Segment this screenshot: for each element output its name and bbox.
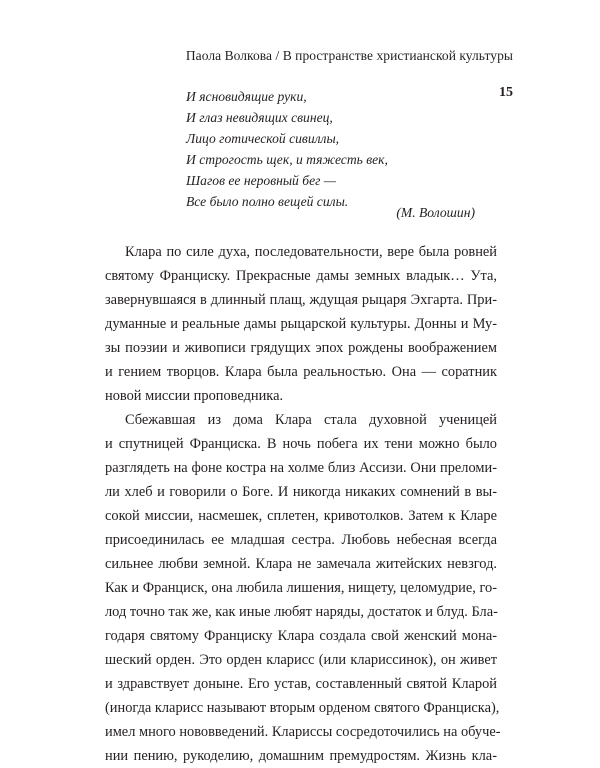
body-line: шеский орден. Это орден кларисс (или клариссинок), он живет — [105, 652, 497, 668]
body-line: нии пению, рукоделию, домашним премудростям. Жизнь кла- — [105, 748, 497, 764]
page-number: 15 — [499, 85, 513, 100]
body-line: новой миссии проповедника. — [105, 388, 284, 404]
poem-line: Шагов ее неровный бег — — [186, 173, 336, 188]
body-line: Как и Франциск, она любила лишения, нищету, целомудрие, го- — [105, 580, 497, 596]
body-line: думанные и реальные дамы рыцарской культуры. Донны и Му- — [105, 316, 497, 332]
body-line: зы поэзии и живописи грядущих эпох рождены воображением — [105, 340, 497, 356]
body-line: Клара по силе духа, последовательности, вере была ровней — [125, 244, 497, 260]
poem-attribution: (М. Волошин) — [396, 205, 475, 220]
running-header: Паола Волкова / В пространстве христианской культуры — [185, 48, 513, 63]
body-line: и спутницей Франциска. В ночь побега их тени можно было — [105, 436, 497, 452]
body-line: (иногда кларисс называют вторым орденом святого Франциска), — [105, 700, 500, 716]
body-line: разглядеть на фоне костра на холме близ Ассизи. Они преломи- — [105, 460, 497, 476]
body-line: и здравствует доныне. Его устав, составленный святой Кларой — [105, 676, 497, 692]
body-line: святому Франциску. Прекрасные дамы земных владык… Ута, — [105, 268, 497, 284]
poem-line: И ясновидящие руки, — [186, 89, 307, 104]
body-line: сильнее любви земной. Клара не замечала житейских невзгод. — [105, 556, 497, 572]
body-text — [105, 240, 501, 768]
poem-line: И глаз невидящих свинец, — [186, 110, 333, 125]
body-line: присоединилась ее младшая сестра. Любовь небесная всегда — [105, 532, 497, 548]
poem-line: И строгость щек, и тяжесть век, — [186, 152, 388, 167]
body-line: имел много нововведений. Клариссы сосредоточились на обучe- — [105, 724, 501, 740]
poem-epigraph — [186, 86, 388, 212]
body-line: завернувшаяся в длинный плащ, ждущая рыцаря Эхгарта. При- — [105, 292, 497, 308]
poem-line: Все было полно вещей силы. — [186, 194, 349, 209]
poem-line: Лицо готической сивиллы, — [186, 131, 340, 146]
body-line: ли хлеб и говорили о Боге. И никогда никаких сомнений в вы- — [105, 484, 497, 500]
body-line: Сбежавшая из дома Клара стала духовной ученицей — [125, 412, 497, 428]
body-line: и гением творцов. Клара была реальностью. Она — соратник — [105, 364, 497, 380]
body-line: лод точно так же, как иные любят наряды, достаток и блуд. Бла- — [105, 604, 498, 620]
body-line: годаря святому Франциску Клара создала свой женский мона- — [105, 628, 497, 644]
body-line: сокой миссии, насмешек, сплетен, кривотолков. Затем к Кларе — [105, 508, 497, 524]
